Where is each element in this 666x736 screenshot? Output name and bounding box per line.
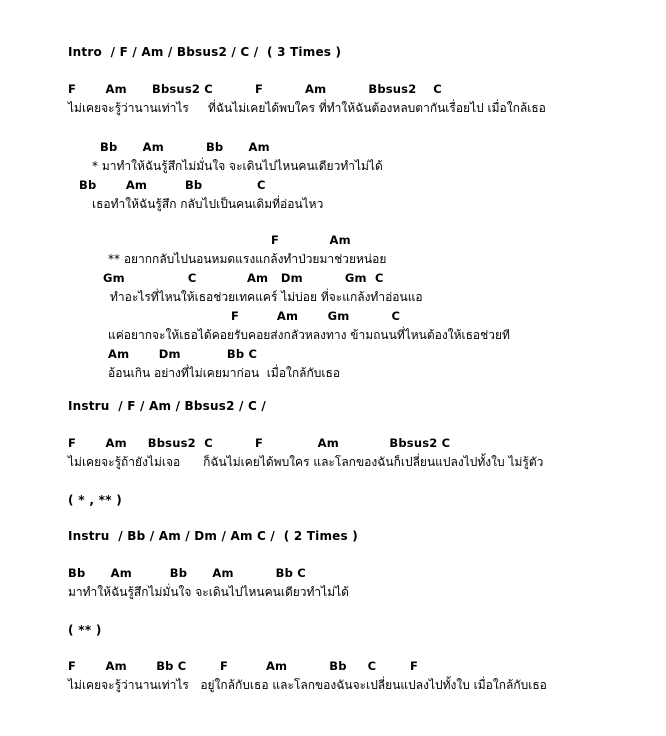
lyric-line: เธอทำให้ฉันรู้สึก กลับไปเป็นคนเดิมที่อ่อนไหว [92,197,324,211]
chord-line: F Am Bbsus2 C F Am Bbsus2 C [68,436,451,450]
chord-line: Bb Am Bb C [79,178,266,192]
repeat-marker-line: ( * , ** ) [68,493,123,507]
lyric-line: * มาทำให้ฉันรู้สึกไม่มั่นใจ จะเดินไปไหนคนเดียวทำไม่ได้ [92,159,383,173]
chord-line: F Am Bb C F Am Bb C F [68,659,419,673]
lyric-line: อ้อนเกิน อย่างที่ไม่เคยมาก่อน เมื่อใกล้กับเธอ [108,366,341,380]
section-header-line: Instru / F / Am / Bbsus2 / C / [68,399,266,413]
chord-line: Gm C Am Dm Gm C [103,271,384,285]
lyric-line: ไม่เคยจะรู้ว่านานเท่าไร อยู่ใกล้กับเธอ และโลกของฉันจะเปลี่ยนแปลงไปทั้งใบ เมื่อใกล้กับเธอ [68,678,547,692]
section-header-line: Intro / F / Am / Bbsus2 / C / ( 3 Times ) [68,45,342,59]
section-header-line: Instru / Bb / Am / Dm / Am C / ( 2 Times ) [68,529,358,543]
lyric-line: ไม่เคยจะรู้ว่านานเท่าไร ที่ฉันไม่เคยได้พบใคร ที่ทำให้ฉันต้องหลบตากันเรื่อยไป เมื่อใกล้เธอ [68,101,546,115]
lyric-line: ** อยากกลับไปนอนหมดแรงแกล้งทำป่วยมาช่วยหน่อย [108,252,387,266]
chord-line: Bb Am Bb Am Bb C [68,566,306,580]
lyric-line: แค่อยากจะให้เธอได้คอยรับคอยส่งกลัวหลงทาง ข้ามถนนที่ไหนต้องให้เธอช่วยที [108,328,510,342]
lyric-line: ไม่เคยจะรู้ถ้ายังไม่เจอ ก็ฉันไม่เคยได้พบใคร และโลกของฉันก็เปลี่ยนแปลงไปทั้งใบ ไม่รู้ตัว [68,455,544,469]
repeat-marker-line: ( ** ) [68,623,102,637]
lyric-line: มาทำให้ฉันรู้สึกไม่มั่นใจ จะเดินไปไหนคนเดียวทำไม่ได้ [68,585,349,599]
chord-line: Am Dm Bb C [108,347,258,361]
chord-line: F Am Bbsus2 C F Am Bbsus2 C [68,82,442,96]
chord-line: Bb Am Bb Am [100,140,270,154]
lyric-line: ทำอะไรที่ไหนให้เธอช่วยเทคแคร์ ไม่บ่อย ที่จะแกล้งทำอ่อนแอ [110,290,423,304]
chord-line: F Am [271,233,351,247]
chord-line: F Am Gm C [231,309,401,323]
